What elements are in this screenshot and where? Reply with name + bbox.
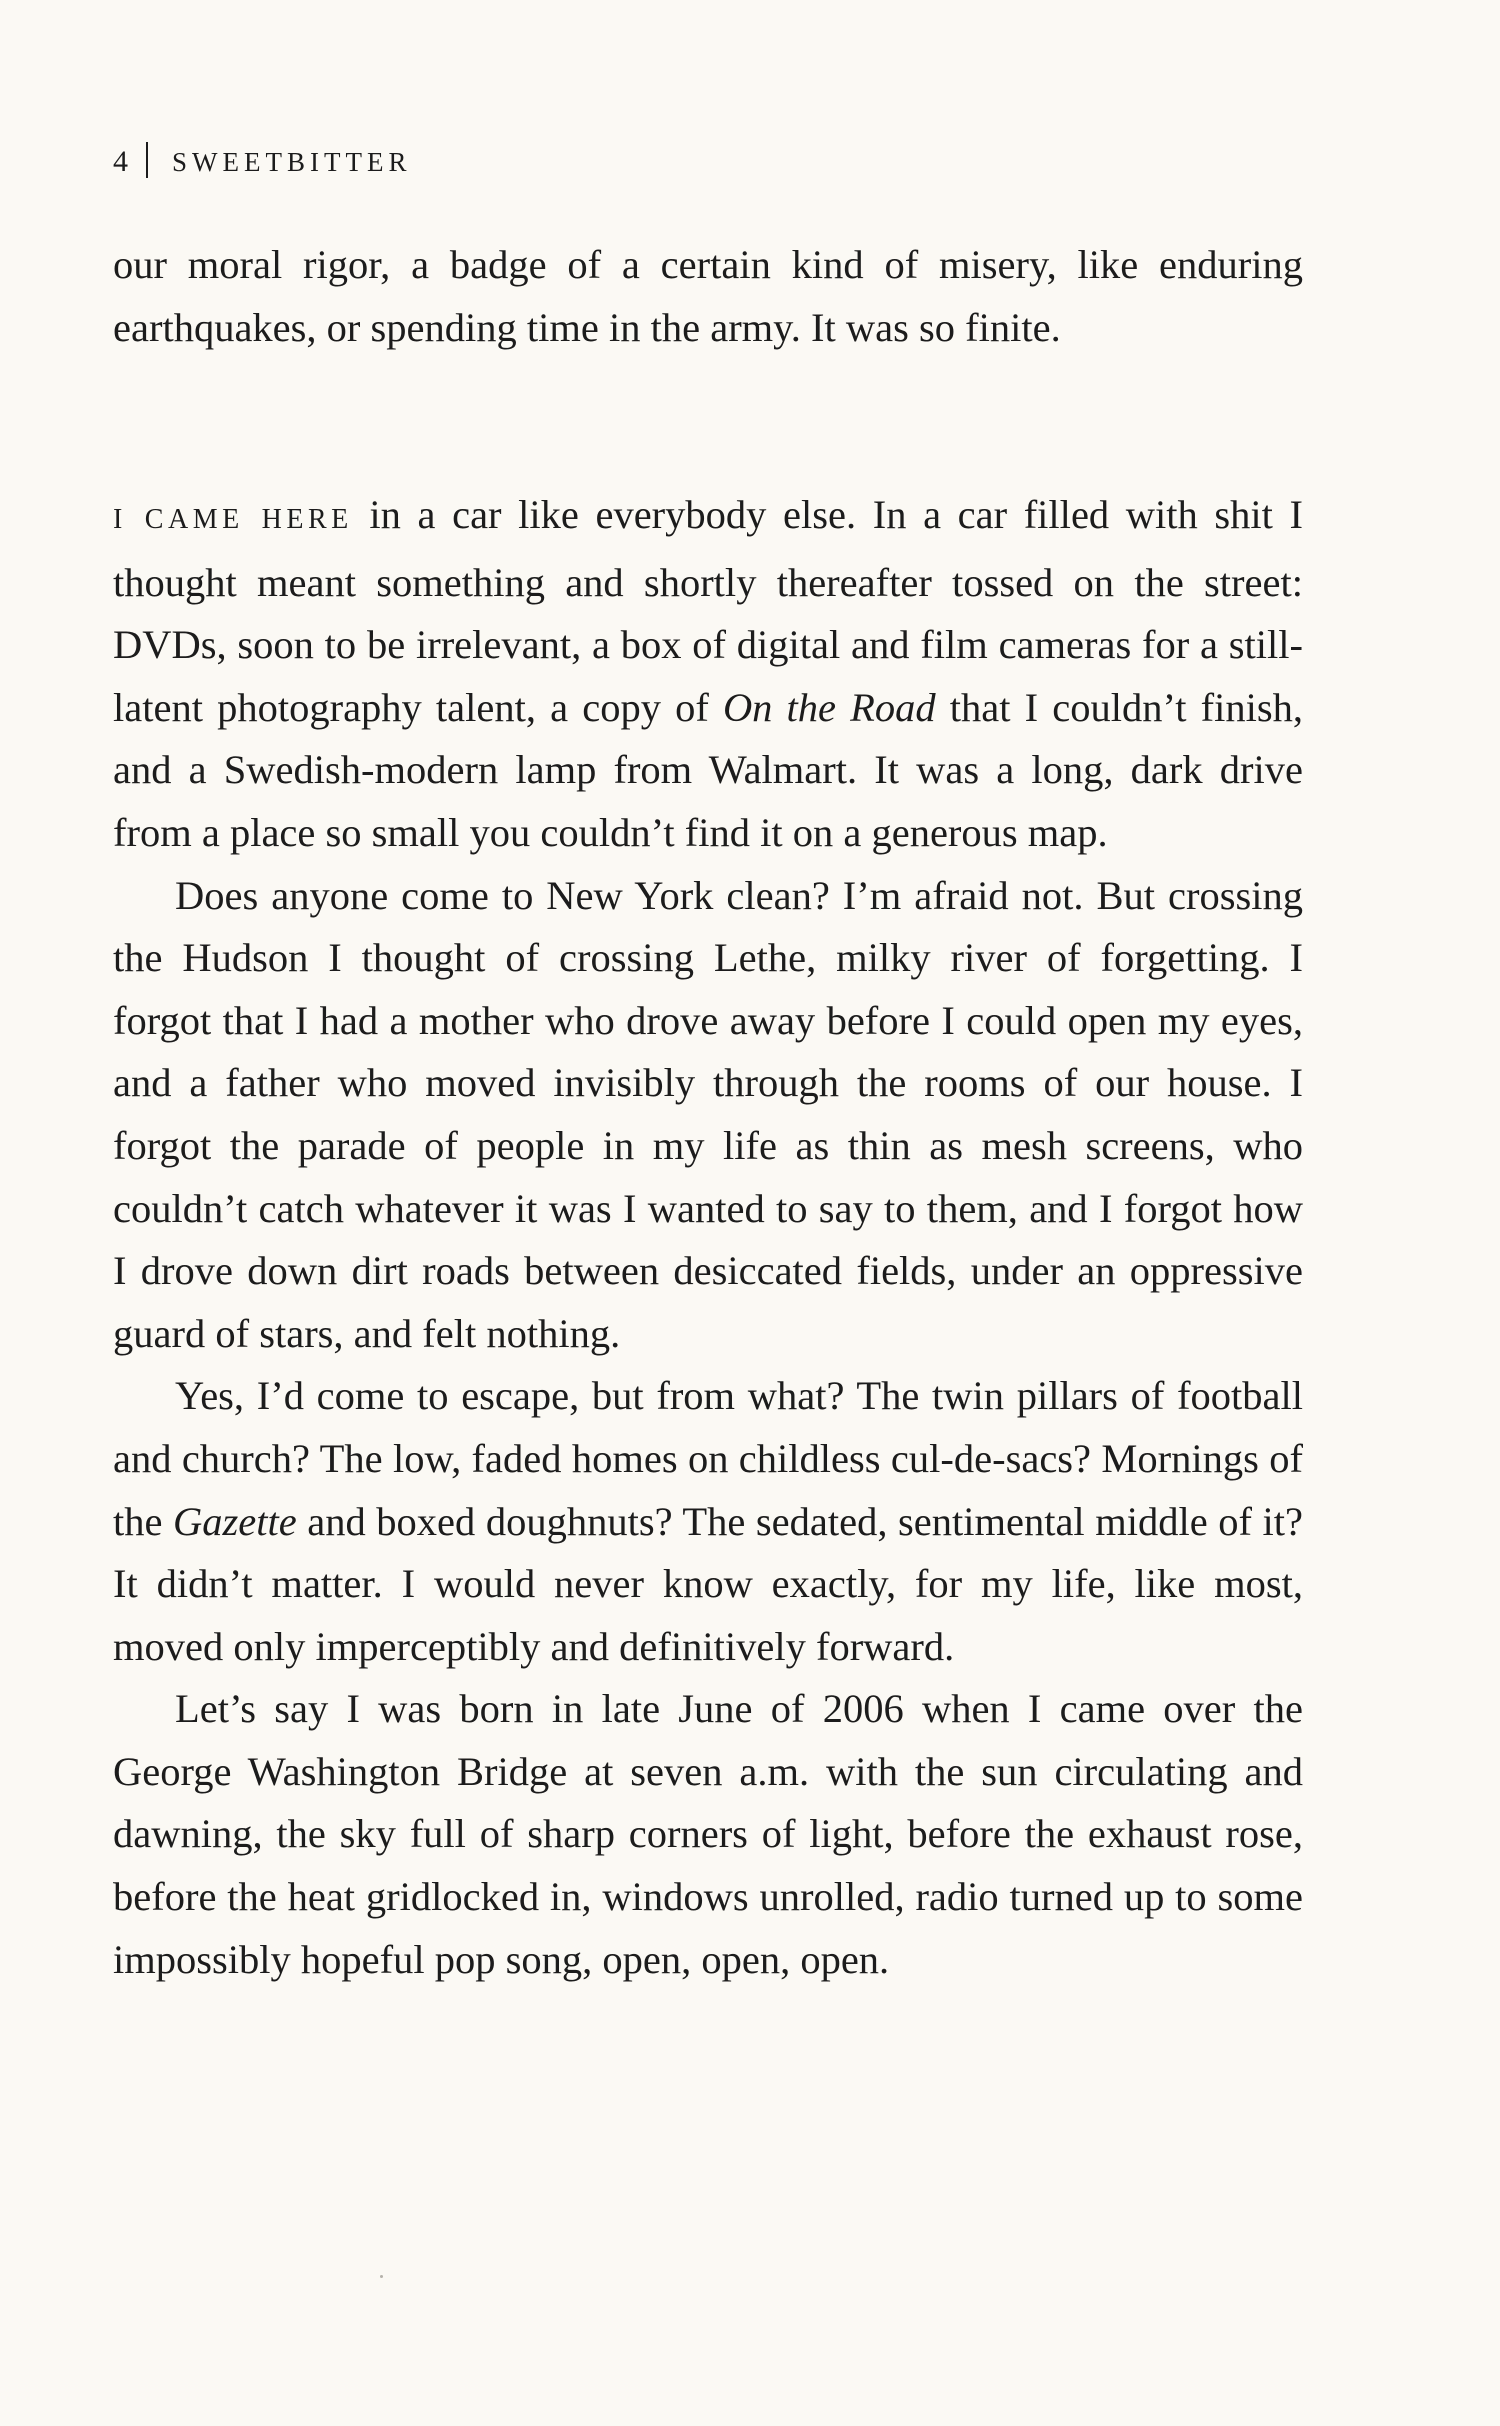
paragraph <box>113 1365 1303 1678</box>
paragraph: Let’s say I was born in late June of 2006 when I came over the George Washington Bridge at seven a.m. with the sun circulating and dawning, the sky full of sharp corners of light, before the exhaust rose, before the heat gridlocked in, windows unrolled, radio turned up to some impossibly hopeful pop song, open, open, open. <box>113 1686 1303 1982</box>
book-title-italic: On the Road <box>722 684 936 730</box>
book-title: SWEETBITTER <box>172 147 412 177</box>
paper-speck <box>380 2275 383 2278</box>
running-head <box>113 142 411 182</box>
section-opening-paragraph <box>113 484 1303 865</box>
paragraph-text: Yes, I’d come to escape, but from what? The twin pillars of football and church? The low, faded homes on childless cul-de-sacs? Mornings of the <box>113 1373 1303 1544</box>
paragraph-text: that I couldn’t finish, and a Swedish-modern lamp from Walmart. It was a long, dark drive from a place so small you couldn’t find it on a generous map. <box>113 684 1303 855</box>
section-break-text <box>113 484 1303 1991</box>
newspaper-title-italic: Gazette <box>173 1498 297 1544</box>
paragraph-text: and boxed doughnuts? The sedated, sentimental middle of it? It didn’t matter. I would never know exactly, for my life, like most, moved only imperceptibly and definitively forward. <box>113 1498 1304 1669</box>
page-number: 4 <box>113 145 128 178</box>
running-head-divider <box>146 142 148 178</box>
paragraph-text: in a car like everybody else. In a car filled with shit I thought meant something and shortly thereafter tossed on the street: DVDs, soon to be irrelevant, a box of digital and film cameras for a still-latent photography talent, a copy of <box>113 492 1303 730</box>
lead-in-small-caps: I CAME HERE <box>113 504 353 535</box>
paragraph: Does anyone come to New York clean? I’m afraid not. But crossing the Hudson I thought of crossing Lethe, milky river of forgetting. I forgot that I had a mother who drove away before I could open my eyes, and a father who moved invisibly through the rooms of our house. I forgot the parade of people in my life as thin as mesh screens, who couldn’t catch whatever it was I wanted to say to them, and I forgot how I drove down dirt roads between desiccated fields, under an oppressive guard of stars, and felt nothing. <box>113 872 1303 1356</box>
continued-paragraph: our moral rigor, a badge of a certain kind of misery, like enduring earthquakes, or spending time in the army. It was so finite. <box>113 242 1303 350</box>
continued-paragraph-block <box>113 234 1303 359</box>
